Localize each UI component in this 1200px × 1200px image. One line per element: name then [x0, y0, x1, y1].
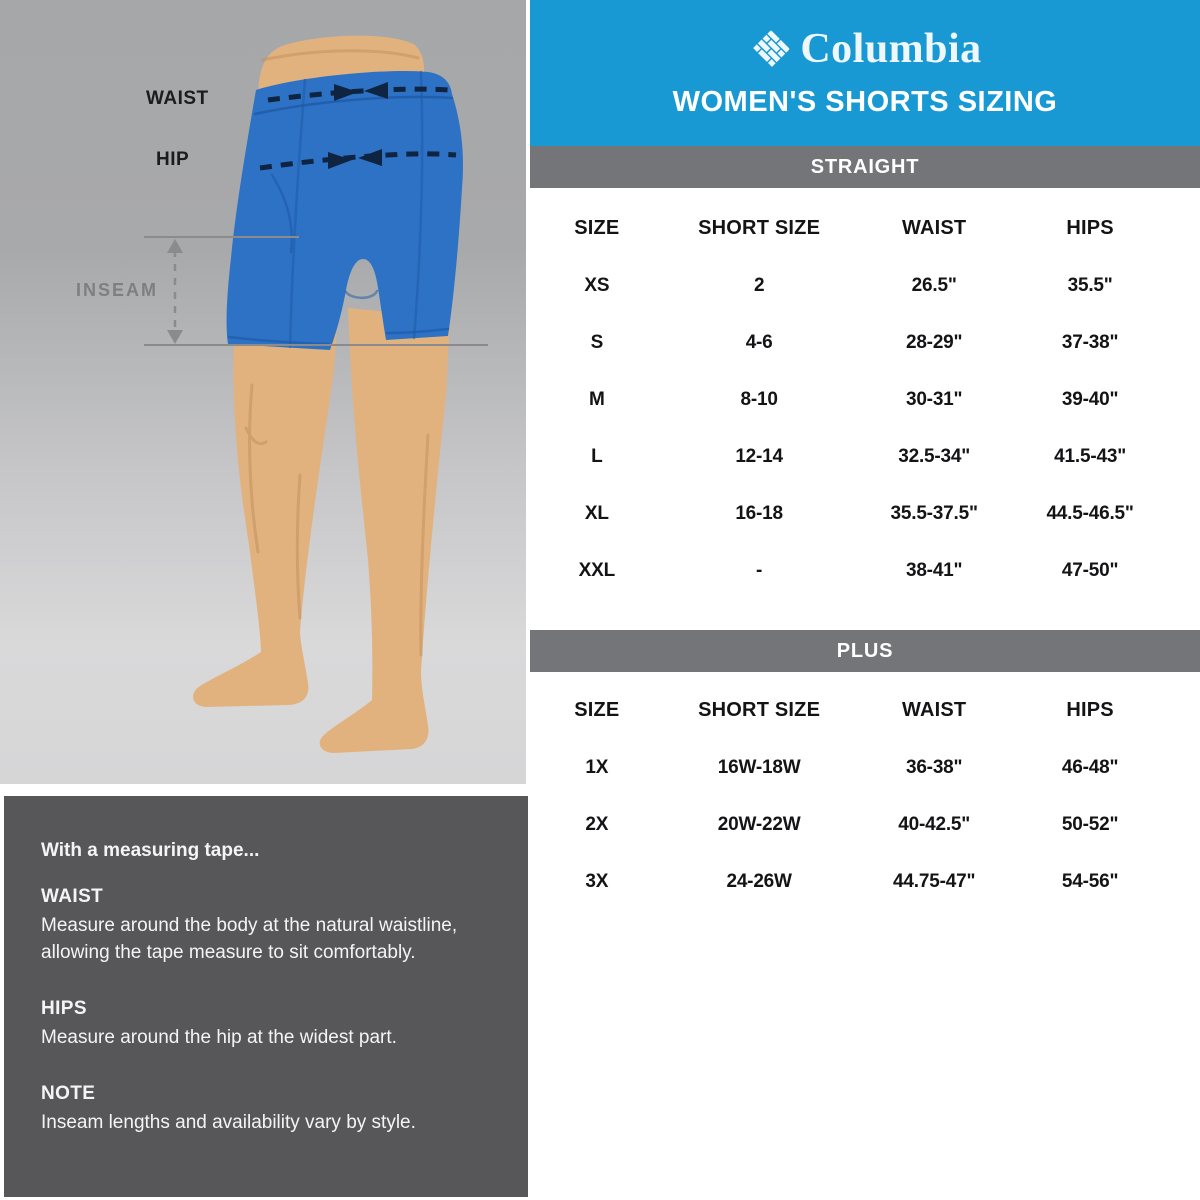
cell-size: 3X — [585, 870, 609, 892]
column-header-short-size: SHORT SIZE — [698, 699, 821, 721]
instruction-hips — [41, 998, 494, 1051]
instructions-intro: With a measuring tape... — [41, 840, 260, 861]
cell-waist: 36-38" — [905, 756, 963, 778]
cell-short-size: 8-10 — [740, 388, 778, 410]
cell-short-size: 16W-18W — [717, 756, 801, 778]
columbia-diamond-logo-icon — [748, 26, 794, 72]
measuring-instructions-panel — [4, 796, 528, 1197]
column-header-waist: WAIST — [901, 699, 967, 721]
instruction-note — [41, 1083, 494, 1136]
instruction-body-hips: Measure around the hip at the widest part. — [41, 1027, 397, 1048]
cell-waist: 38-41" — [905, 559, 963, 581]
cell-size: S — [590, 331, 604, 353]
section-bar-straight-label: STRAIGHT — [810, 155, 920, 178]
cell-short-size: 12-14 — [735, 445, 783, 467]
cell-size: XXL — [578, 559, 615, 581]
table-row-xs — [530, 257, 1167, 314]
cell-short-size: 16-18 — [735, 502, 783, 524]
cell-hips: 44.5-46.5" — [1046, 502, 1134, 524]
column-header-short-size: SHORT SIZE — [698, 217, 821, 239]
section-bar-plus — [530, 630, 1200, 672]
section-bar-straight — [530, 146, 1200, 188]
cell-hips: 39-40" — [1061, 388, 1119, 410]
cell-size: M — [589, 388, 605, 410]
cell-hips: 47-50" — [1061, 559, 1119, 581]
column-header-size: SIZE — [574, 217, 620, 239]
cell-waist: 30-31" — [905, 388, 963, 410]
instruction-heading-note: NOTE — [41, 1083, 96, 1104]
cell-short-size: 2 — [753, 274, 765, 296]
instruction-heading-waist: WAIST — [41, 886, 104, 907]
table-row-3x — [530, 853, 1167, 910]
instruction-body-waist: Measure around the body at the natural waistline, allowing the tape measure to sit comfortably. — [41, 915, 458, 963]
table-row-xxl — [530, 542, 1167, 599]
cell-waist: 32.5-34" — [898, 445, 971, 467]
table-row-l — [530, 428, 1167, 485]
waist-callout-label: WAIST — [146, 88, 209, 109]
cell-short-size: - — [756, 559, 763, 581]
cell-hips: 35.5" — [1067, 274, 1113, 296]
cell-hips: 54-56" — [1061, 870, 1119, 892]
cell-size: 1X — [585, 756, 609, 778]
cell-waist: 35.5-37.5" — [890, 502, 978, 524]
cell-waist: 40-42.5" — [898, 813, 971, 835]
cell-short-size: 24-26W — [726, 870, 792, 892]
cell-waist: 44.75-47" — [893, 870, 976, 892]
table-header-row — [530, 200, 1167, 257]
cell-hips: 50-52" — [1061, 813, 1119, 835]
shorts-figure-illustration — [0, 0, 526, 784]
page-title: WOMEN'S SHORTS SIZING — [672, 86, 1058, 118]
cell-hips: 41.5-43" — [1054, 445, 1127, 467]
brand-wordmark: Columbia — [800, 26, 982, 72]
column-header-size: SIZE — [574, 699, 620, 721]
instruction-heading-hips: HIPS — [41, 998, 87, 1019]
cell-short-size: 4-6 — [745, 331, 773, 353]
cell-size: 2X — [585, 813, 609, 835]
cell-size: XS — [584, 274, 610, 296]
instruction-waist — [41, 886, 494, 966]
sizing-tables-panel — [530, 0, 1200, 1200]
cell-waist: 26.5" — [911, 274, 957, 296]
column-header-hips: HIPS — [1066, 217, 1114, 239]
cell-hips: 46-48" — [1061, 756, 1119, 778]
table-row-xl — [530, 485, 1167, 542]
table-row-1x — [530, 739, 1167, 796]
instruction-body-note: Inseam lengths and availability vary by style. — [41, 1112, 416, 1133]
section-bar-plus-label: PLUS — [836, 639, 894, 662]
measurement-illustration-panel — [0, 0, 526, 784]
hip-callout-label: HIP — [156, 149, 190, 170]
cell-size: XL — [584, 502, 609, 524]
straight-size-table — [530, 200, 1200, 599]
column-header-waist: WAIST — [901, 217, 967, 239]
column-header-hips: HIPS — [1066, 699, 1114, 721]
table-row-m — [530, 371, 1167, 428]
plus-size-table — [530, 682, 1200, 910]
cell-size: L — [591, 445, 603, 467]
table-row-s — [530, 314, 1167, 371]
brand-logo-row — [530, 26, 1200, 72]
cell-short-size: 20W-22W — [717, 813, 801, 835]
table-header-row — [530, 682, 1167, 739]
cell-waist: 28-29" — [905, 331, 963, 353]
inseam-callout-label: INSEAM — [76, 280, 159, 300]
brand-header — [530, 0, 1200, 146]
cell-hips: 37-38" — [1061, 331, 1119, 353]
table-row-2x — [530, 796, 1167, 853]
